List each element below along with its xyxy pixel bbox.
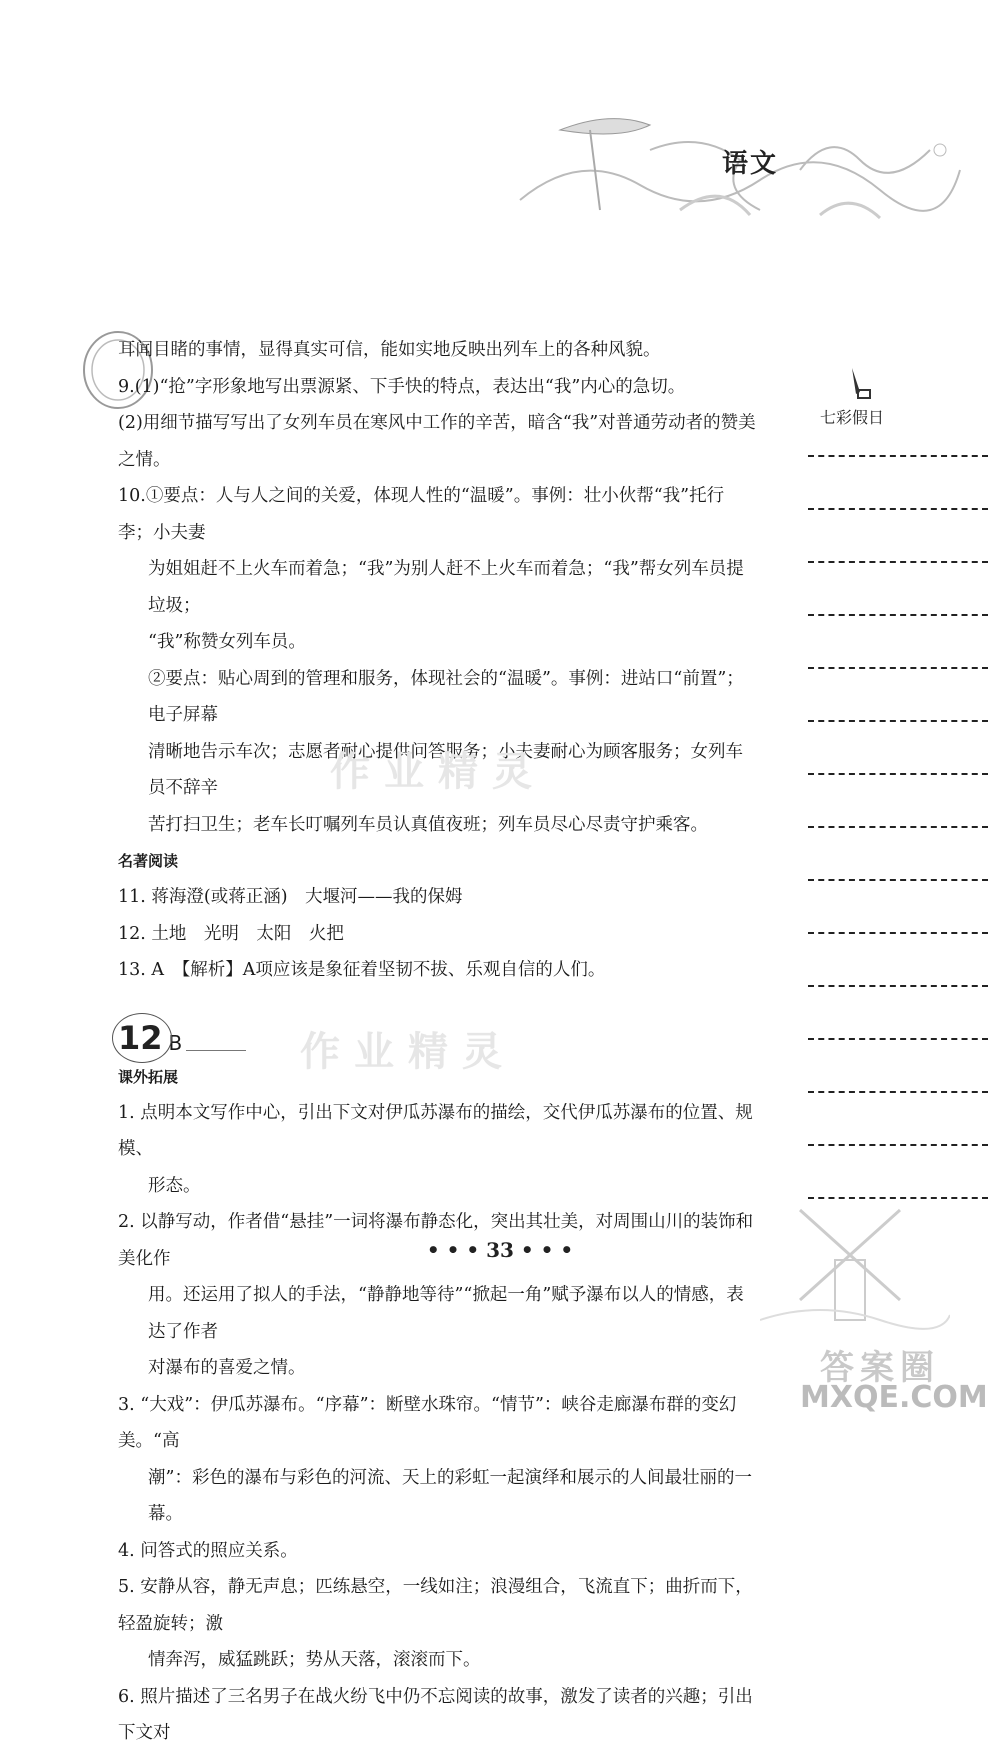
note-line xyxy=(808,1091,988,1093)
answer-line: 苦打扫卫生；老车长叮嘱列车员认真值夜班；列车员尽心尽责守护乘客。 xyxy=(148,814,708,835)
answer-line: 10.①要点：人与人之间的关爱，体现人性的“温暖”。事例：壮小伙帮“我”托行李；小夫妻 xyxy=(118,486,725,543)
answer-line: 用。还运用了拟人的手法，“静静地等待”“掀起一角”赋予瀑布以人的情感，表达了作者 xyxy=(148,1285,744,1342)
answer-line: 4. 问答式的照应关系。 xyxy=(118,1540,298,1561)
answer-line: 2. 以静写动，作者借“悬挂”一词将瀑布静态化，突出其壮美，对周围山川的装饰和美化作 xyxy=(118,1212,754,1269)
answer-line: (2)用细节描写写出了女列车员在寒风中工作的辛苦，暗含“我”对普通劳动者的赞美 xyxy=(118,413,756,433)
answer-line: 潮”：彩色的瀑布与彩色的河流、天上的彩虹一起演绎和展示的人间最壮丽的一幕。 xyxy=(148,1467,752,1524)
note-line xyxy=(808,985,988,987)
note-line xyxy=(808,826,988,828)
unit-letter: B xyxy=(168,1030,183,1055)
note-line xyxy=(808,455,988,457)
section-heading-famous: 名著阅读 xyxy=(118,852,179,870)
answer-line: ②要点：贴心周到的管理和服务，体现社会的“温暖”。事例：进站口“前置”；电子屏幕 xyxy=(148,668,744,725)
section-heading-extend: 课外拓展 xyxy=(118,1067,179,1086)
site-watermark: MXQE.COM xyxy=(800,1380,988,1415)
answer-line: 清晰地告示车次；志愿者耐心提供问答服务；小夫妻耐心为顾客服务；女列车员不辞辛 xyxy=(148,741,743,798)
answer-line: “我”称赞女列车员。 xyxy=(148,632,306,652)
unit-circle-icon xyxy=(112,1013,172,1063)
answer-line: 6. 照片描述了三名男子在战火纷飞中仍不忘阅读的故事，激发了读者的兴趣；引出下文对 xyxy=(118,1686,753,1743)
answer-line: 5. 安静从容，静无声息；匹练悬空，一线如注；浪漫组合，飞流直下；曲折而下，轻盈旋转；激 xyxy=(118,1577,753,1634)
page-number: • • • 33 • • • xyxy=(426,1238,574,1262)
answer-line: 耳闻目睹的事情，显得真实可信，能如实地反映出列车上的各种风貌。 xyxy=(118,340,661,360)
unit-number: 12 xyxy=(118,1019,163,1057)
note-line xyxy=(808,508,988,510)
pen-icon xyxy=(848,366,872,402)
site-watermark-cn: 答案圈 xyxy=(820,1348,940,1388)
note-line xyxy=(808,932,988,934)
note-line xyxy=(808,773,988,775)
sidebar-title: 七彩假日 xyxy=(820,408,885,427)
note-line xyxy=(808,667,988,669)
note-line xyxy=(808,1144,988,1146)
answer-line: 对瀑布的喜爱之情。 xyxy=(148,1358,306,1378)
watermark: 作业精灵 xyxy=(300,1029,516,1075)
note-line xyxy=(808,614,988,616)
answer-line: 3. “大戏”：伊瓜苏瀑布。“序幕”：断壁水珠帘。“情节”：峡谷走廊瀑布群的变幻美。“高 xyxy=(118,1394,737,1451)
note-line xyxy=(808,879,988,881)
windmill-decoration xyxy=(760,1200,950,1340)
note-line xyxy=(808,561,988,563)
answer-line: 11. 蒋海澄(或蒋正涵) 大堰河——我的保姆 xyxy=(118,887,463,907)
answer-line: 之情。 xyxy=(118,449,171,470)
subject-title: 语文 xyxy=(722,149,779,179)
answer-line: 13. A 【解析】A项应该是象征着坚韧不拔、乐观自信的人们。 xyxy=(118,960,606,980)
answer-line: 9.(1)“抢”字形象地写出票源紧、下手快的特点，表达出“我”内心的急切。 xyxy=(118,376,686,397)
answer-line: 12. 土地 光明 太阳 火把 xyxy=(118,923,344,944)
note-line xyxy=(808,720,988,722)
watermark: 作业精灵 xyxy=(330,749,546,795)
answer-line: 为姐姐赶不上火车而着急；“我”为别人赶不上火车而着急；“我”帮女列车员提垃圾； xyxy=(148,559,744,616)
answer-line: 形态。 xyxy=(148,1175,201,1196)
note-line xyxy=(808,1038,988,1040)
answer-line: 1. 点明本文写作中心，引出下文对伊瓜苏瀑布的描绘，交代伊瓜苏瀑布的位置、规模、 xyxy=(118,1102,753,1159)
answer-line: 情奔泻，威猛跳跃；势从天落，滚滚而下。 xyxy=(148,1650,481,1670)
note-line xyxy=(808,1197,988,1199)
unit-underline xyxy=(186,1050,246,1051)
